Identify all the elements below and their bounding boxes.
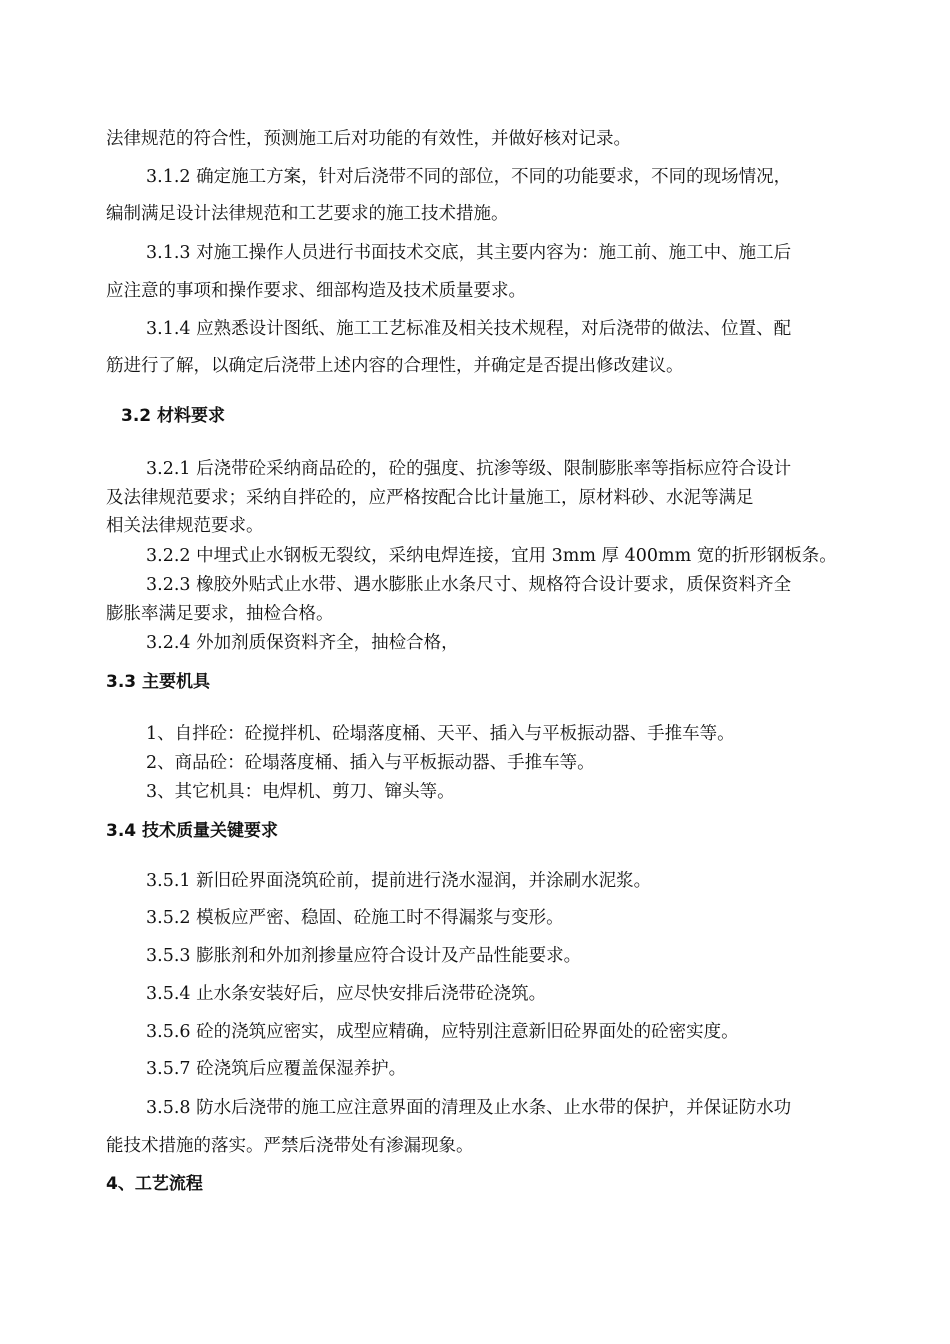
body-text-line: 3.5.6 砼的浇筑应密实，成型应精确，应特别注意新旧砼界面处的砼密实度。 [146, 1022, 739, 1042]
body-text-line: 3.5.2 模板应严密、稳固、砼施工时不得漏浆与变形。 [146, 908, 564, 928]
body-text-line: 及法律规范要求；采纳自拌砼的，应严格按配合比计量施工，原材料砂、水泥等满足 [106, 488, 754, 508]
body-text-line: 3.5.3 膨胀剂和外加剂掺量应符合设计及产品性能要求。 [146, 946, 582, 966]
body-text-line: 3.2.4 外加剂质保资料齐全，抽检合格， [146, 633, 459, 653]
body-text-line: 膨胀率满足要求，抽检合格。 [106, 604, 334, 624]
body-text-line: 应注意的事项和操作要求、细部构造及技术质量要求。 [106, 281, 526, 301]
body-text-line: 3.2.3 橡胶外贴式止水带、遇水膨胀止水条尺寸、规格符合设计要求，质保资料齐全 [146, 575, 792, 595]
body-text-line: 相关法律规范要求。 [106, 516, 264, 536]
body-text-line: 3.1.2 确定施工方案，针对后浇带不同的部位，不同的功能要求，不同的现场情况， [146, 167, 792, 187]
body-text-line: 3.5.1 新旧砼界面浇筑砼前，提前进行浇水湿润，并涂刷水泥浆。 [146, 871, 652, 891]
section-heading: 3.2 材料要求 [121, 406, 226, 426]
section-heading: 3.4 技术质量关键要求 [106, 821, 279, 841]
body-text-line: 能技术措施的落实。严禁后浇带处有渗漏现象。 [106, 1136, 474, 1156]
body-text-line: 3.5.8 防水后浇带的施工应注意界面的清理及止水条、止水带的保护，并保证防水功 [146, 1098, 792, 1118]
body-text-line: 3.2.2 中埋式止水钢板无裂纹，采纳电焊连接，宜用 3mm 厚 400mm 宽的折形钢板条。 [146, 546, 837, 566]
section-heading: 4、工艺流程 [106, 1174, 203, 1194]
body-text-line: 3.5.7 砼浇筑后应覆盖保湿养护。 [146, 1059, 407, 1079]
list-item: 3、其它机具：电焊机、剪刀、镩头等。 [146, 782, 455, 802]
body-text-line: 3.5.4 止水条安装好后，应尽快安排后浇带砼浇筑。 [146, 984, 547, 1004]
list-item: 1、自拌砼：砼搅拌机、砼塌落度桶、天平、插入与平板振动器、手推车等。 [146, 724, 735, 744]
body-text-line: 编制满足设计法律规范和工艺要求的施工技术措施。 [106, 204, 509, 224]
body-text-line: 法律规范的符合性，预测施工后对功能的有效性，并做好核对记录。 [106, 129, 631, 149]
section-heading: 3.3 主要机具 [106, 672, 211, 692]
body-text-line: 3.2.1 后浇带砼采纳商品砼的，砼的强度、抗渗等级、限制膨胀率等指标应符合设计 [146, 459, 792, 479]
body-text-line: 筋进行了解，以确定后浇带上述内容的合理性，并确定是否提出修改建议。 [106, 356, 684, 376]
body-text-line: 3.1.3 对施工操作人员进行书面技术交底，其主要内容为：施工前、施工中、施工后 [146, 243, 792, 263]
list-item: 2、商品砼：砼塌落度桶、插入与平板振动器、手推车等。 [146, 753, 595, 773]
body-text-line: 3.1.4 应熟悉设计图纸、施工工艺标准及相关技术规程，对后浇带的做法、位置、配 [146, 319, 792, 339]
